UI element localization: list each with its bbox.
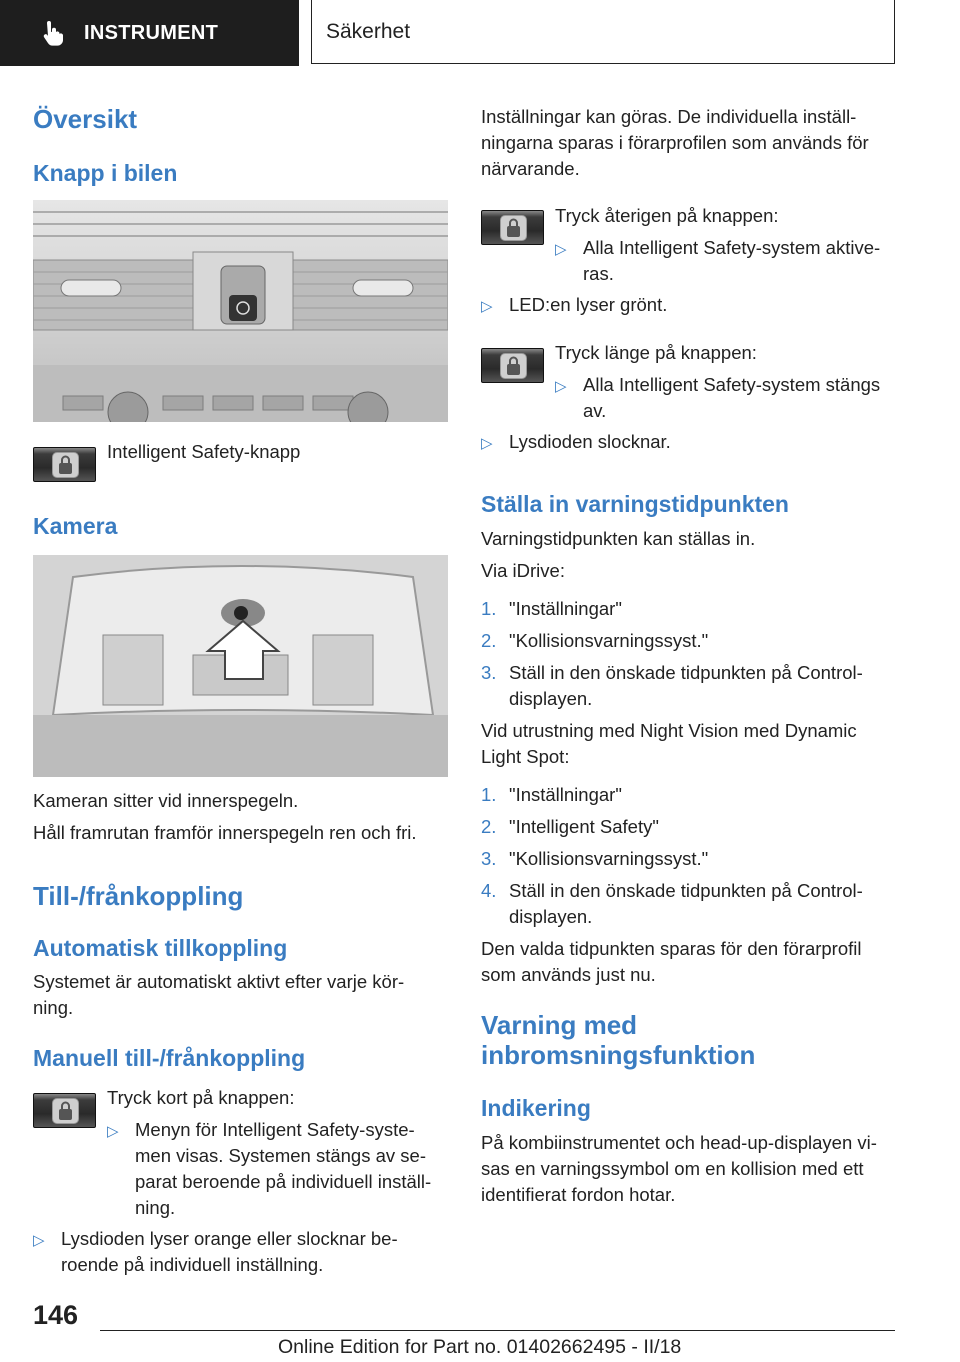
step2-bullet-text: LED:en lyser grönt. bbox=[509, 294, 668, 315]
heading-stalla-in: Ställa in varningstidpunkten bbox=[481, 491, 789, 517]
heading-kamera: Kamera bbox=[33, 513, 118, 539]
manuell-sub-line: Menyn för Intelligent Safety-syste‐ bbox=[135, 1119, 415, 1140]
safety-button-thumbnail bbox=[481, 210, 544, 245]
heading-manuell: Manuell till-/frånkoppling bbox=[33, 1045, 306, 1071]
list-item: "Inställningar" bbox=[509, 784, 622, 805]
safety-lock-icon bbox=[56, 1100, 75, 1122]
page-number: 146 bbox=[33, 1300, 79, 1330]
manuell-bullet-line: roende på individuell inställning. bbox=[61, 1254, 324, 1275]
section-tab[interactable] bbox=[0, 0, 299, 66]
kamera-text-1: Kameran sitter vid innerspegeln. bbox=[33, 790, 299, 811]
valda-line: som används just nu. bbox=[481, 964, 656, 985]
triangle-bullet-icon: ▷ bbox=[481, 298, 493, 315]
heading-varning-line2: inbromsningsfunktion bbox=[481, 1040, 756, 1070]
triangle-bullet-icon: ▷ bbox=[107, 1123, 119, 1140]
list-number: 1. bbox=[481, 598, 497, 619]
safety-lock-icon bbox=[56, 454, 75, 476]
page-header bbox=[0, 0, 960, 66]
manuell-bullet-line: Lysdioden lyser orange eller slocknar be‐ bbox=[61, 1228, 398, 1249]
heading-till-frankoppling: Till-/frånkoppling bbox=[33, 881, 244, 911]
list-item: Ställ in den önskade tidpunkten på Control- bbox=[509, 662, 863, 683]
kamera-text-2: Håll framrutan framför innerspegeln ren och fri. bbox=[33, 822, 417, 843]
step3-bullet bbox=[481, 429, 495, 457]
auto-text-1: Systemet är automatiskt aktivt efter varje kör‐ bbox=[33, 971, 405, 992]
list-item: Ställ in den önskade tidpunkten på Control- bbox=[509, 880, 863, 901]
camera-location-photo bbox=[33, 555, 448, 777]
manuell-bullet bbox=[33, 1226, 47, 1254]
edition-text: Online Edition for Part no. 01402662495 - II/18 bbox=[278, 1336, 682, 1358]
manuell-sub-bullet bbox=[107, 1117, 121, 1145]
indikering-line: identifierat fordon hotar. bbox=[481, 1184, 676, 1205]
step2-text: Tryck återigen på knappen: bbox=[555, 205, 779, 226]
heading-automatisk: Automatisk tillkoppling bbox=[33, 935, 288, 961]
step2-sub-line: ras. bbox=[583, 263, 614, 284]
list-number: 3. bbox=[481, 848, 497, 869]
list-item: "Inställningar" bbox=[509, 598, 622, 619]
list-item: "Kollisionsvarningssyst." bbox=[509, 848, 709, 869]
safety-lock-icon bbox=[504, 355, 523, 377]
section-tab-label: INSTRUMENT bbox=[84, 21, 219, 44]
step2-sub-line: Alla Intelligent Safety-system aktive‐ bbox=[583, 237, 881, 258]
night-vision-line: Light Spot: bbox=[481, 746, 570, 767]
step3-text: Tryck länge på knappen: bbox=[555, 342, 757, 363]
triangle-bullet-icon: ▷ bbox=[555, 241, 567, 258]
list-number: 2. bbox=[481, 816, 497, 837]
indikering-line: På kombiinstrumentet och head-up-displayen vi‐ bbox=[481, 1132, 877, 1153]
safety-button-thumbnail bbox=[33, 1093, 96, 1128]
dashboard-button-photo bbox=[33, 200, 448, 422]
safety-button-thumbnail bbox=[481, 348, 544, 383]
heading-oversikt: Översikt bbox=[33, 104, 138, 134]
safety-lock-icon bbox=[504, 217, 523, 239]
triangle-bullet-icon: ▷ bbox=[481, 435, 493, 452]
manuell-sub-line: ning. bbox=[135, 1197, 176, 1218]
manuell-sub-line: parat beroende på individuell inställ‐ bbox=[135, 1171, 432, 1192]
list-item-cont: displayen. bbox=[509, 906, 593, 927]
auto-text-2: ning. bbox=[33, 997, 74, 1018]
knapp-caption: Intelligent Safety-knapp bbox=[107, 441, 301, 462]
safety-button-thumbnail bbox=[33, 447, 96, 482]
intro-line: närvarande. bbox=[481, 158, 580, 179]
triangle-bullet-icon: ▷ bbox=[555, 378, 567, 395]
valda-line: Den valda tidpunkten sparas för den förarprofil bbox=[481, 938, 862, 959]
list-item: "Intelligent Safety" bbox=[509, 816, 659, 837]
heading-indikering: Indikering bbox=[481, 1095, 591, 1121]
step2-bullet bbox=[481, 292, 495, 320]
step3-sub-line: av. bbox=[583, 400, 607, 421]
footer-divider bbox=[100, 1330, 895, 1331]
stalla-text: Varningstidpunkten kan ställas in. bbox=[481, 528, 756, 549]
list-number: 3. bbox=[481, 662, 497, 683]
via-idrive-text: Via iDrive: bbox=[481, 560, 565, 581]
step3-sub-line: Alla Intelligent Safety-system stängs bbox=[583, 374, 881, 395]
list-number: 4. bbox=[481, 880, 497, 901]
intro-line: ningarna sparas i förarprofilen som används för bbox=[481, 132, 869, 153]
manuell-step: Tryck kort på knappen: bbox=[107, 1087, 295, 1108]
step2-sub-bullet bbox=[555, 235, 569, 263]
list-number: 2. bbox=[481, 630, 497, 651]
intro-line: Inställningar kan göras. De individuella inställ‐ bbox=[481, 106, 857, 127]
list-item-cont: displayen. bbox=[509, 688, 593, 709]
heading-knapp-i-bilen: Knapp i bilen bbox=[33, 160, 178, 186]
heading-varning-line1: Varning med bbox=[481, 1010, 638, 1040]
night-vision-line: Vid utrustning med Night Vision med Dynamic bbox=[481, 720, 857, 741]
triangle-bullet-icon: ▷ bbox=[33, 1232, 45, 1249]
pointing-hand-icon bbox=[38, 19, 66, 47]
step3-sub-bullet bbox=[555, 372, 569, 400]
list-item: "Kollisionsvarningssyst." bbox=[509, 630, 709, 651]
step3-bullet-text: Lysdioden slocknar. bbox=[509, 431, 671, 452]
list-number: 1. bbox=[481, 784, 497, 805]
manuell-sub-line: men visas. Systemen stängs av se‐ bbox=[135, 1145, 426, 1166]
indikering-line: sas en varningssymbol om en kollision med ett bbox=[481, 1158, 864, 1179]
chapter-title: Säkerhet bbox=[311, 0, 895, 64]
